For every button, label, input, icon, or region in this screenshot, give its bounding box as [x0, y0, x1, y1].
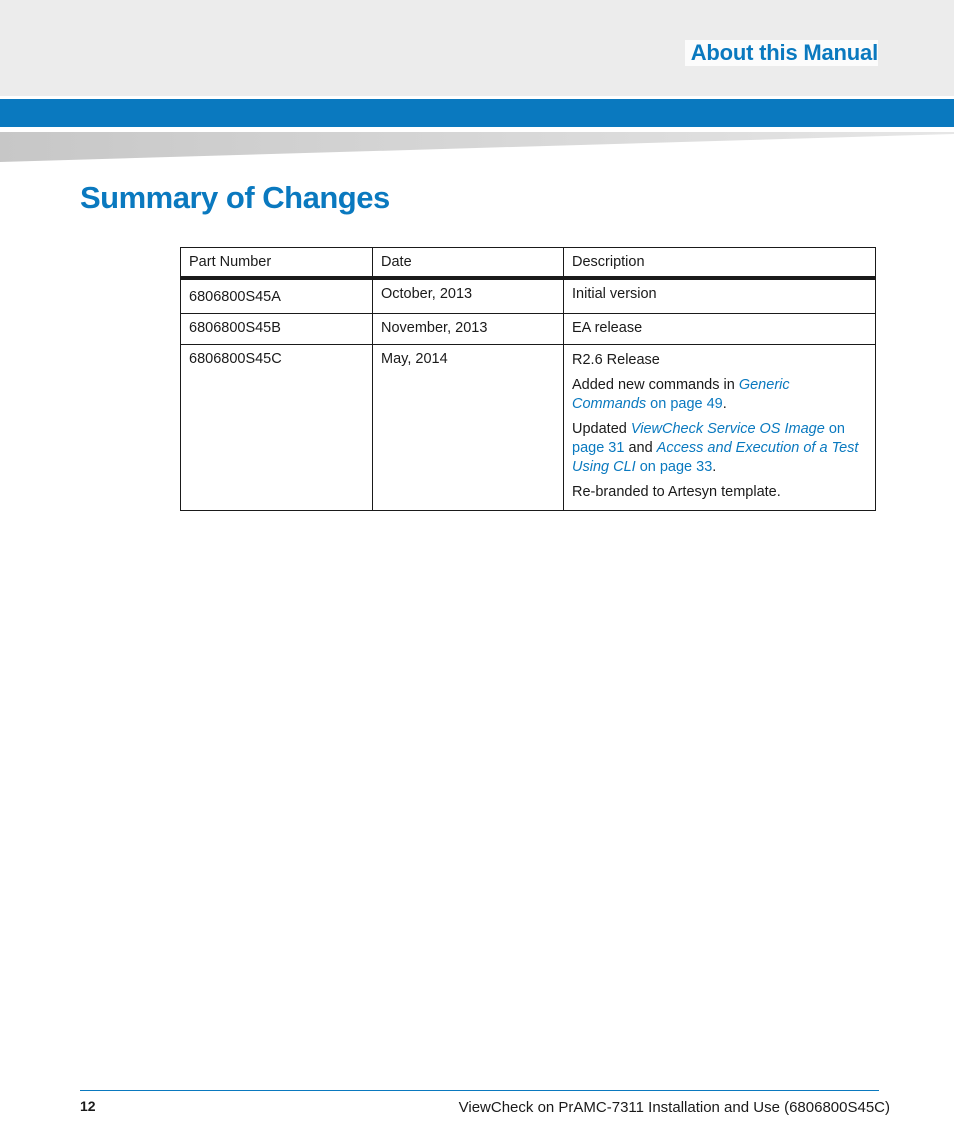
pattern-square: [244, 52, 260, 68]
pattern-square: [940, 76, 954, 92]
pattern-square: [940, 28, 954, 44]
pattern-square: [916, 76, 932, 92]
desc-r26: R2.6 Release: [572, 352, 660, 368]
pattern-square: [724, 4, 740, 20]
pattern-square: [148, 52, 164, 68]
pattern-square: [892, 52, 908, 68]
pattern-square: [316, 52, 332, 68]
generic-commands-link-text: Generic Commands: [572, 377, 790, 412]
pattern-square: [388, 52, 404, 68]
pattern-square: [4, 4, 20, 20]
pattern-square: [436, 4, 452, 20]
cell-part-number: 6806800S45A: [181, 278, 373, 314]
pattern-square: [124, 76, 140, 92]
pattern-square: [580, 28, 596, 44]
pattern-square: [76, 4, 92, 20]
pattern-square: [604, 52, 620, 68]
pattern-square: [388, 76, 404, 92]
header-blue-band: [0, 99, 954, 127]
pattern-square: [172, 52, 188, 68]
pattern-square: [820, 4, 836, 20]
pattern-square: [532, 4, 548, 20]
desc-updated: [572, 420, 867, 477]
changes-table: [180, 247, 876, 511]
pattern-square: [124, 28, 140, 44]
footer-doc-title: ViewCheck on PrAMC-7311 Installation and Use (6806800S45C): [458, 1099, 890, 1116]
pattern-square: [628, 52, 644, 68]
table-row: [181, 278, 876, 314]
pattern-square: [412, 76, 428, 92]
pattern-square: [100, 4, 116, 20]
generic-commands-page-ref: on page 49: [646, 396, 723, 412]
pattern-square: [316, 4, 332, 20]
pattern-square: [52, 28, 68, 44]
pattern-square: [220, 52, 236, 68]
pattern-square: [76, 28, 92, 44]
pattern-square: [604, 76, 620, 92]
pattern-square: [508, 76, 524, 92]
pattern-square: [844, 4, 860, 20]
pattern-square: [244, 4, 260, 20]
pattern-square: [436, 52, 452, 68]
pattern-square: [76, 76, 92, 92]
pattern-square: [196, 28, 212, 44]
pattern-square: [604, 28, 620, 44]
pattern-square: [268, 52, 284, 68]
pattern-square: [460, 76, 476, 92]
cell-part-number: 6806800S45C: [181, 345, 373, 511]
pattern-square: [148, 4, 164, 20]
pattern-square: [556, 28, 572, 44]
section-title: About this Manual: [685, 40, 878, 66]
pattern-square: [340, 4, 356, 20]
pattern-square: [124, 52, 140, 68]
desc-rebranded: Re-branded to Artesyn template.: [572, 484, 781, 500]
pattern-square: [676, 4, 692, 20]
page-heading: Summary of Changes: [80, 180, 390, 215]
pattern-square: [628, 76, 644, 92]
desc-added-prefix: Added new commands in: [572, 377, 739, 393]
table-header-row: [181, 248, 876, 279]
pattern-square: [28, 76, 44, 92]
footer-rule: [80, 1090, 879, 1091]
pattern-square: [460, 28, 476, 44]
pattern-square: [220, 76, 236, 92]
pattern-square: [124, 4, 140, 20]
pattern-square: [892, 28, 908, 44]
cell-date: May, 2014: [373, 345, 564, 511]
pattern-square: [484, 28, 500, 44]
pattern-square: [340, 52, 356, 68]
pattern-square: [292, 4, 308, 20]
cell-part-number: 6806800S45B: [181, 314, 373, 345]
pattern-square: [4, 76, 20, 92]
pattern-square: [868, 76, 884, 92]
pattern-square: [700, 76, 716, 92]
pattern-square: [484, 76, 500, 92]
pattern-square: [220, 28, 236, 44]
pattern-square: [580, 4, 596, 20]
pattern-square: [892, 4, 908, 20]
desc-added-suffix: .: [722, 396, 727, 412]
pattern-square: [532, 28, 548, 44]
cell-date: November, 2013: [373, 314, 564, 345]
pattern-square: [364, 52, 380, 68]
pattern-square: [196, 4, 212, 20]
page-number: 12: [80, 1098, 96, 1114]
pattern-square: [412, 52, 428, 68]
pattern-square: [556, 52, 572, 68]
pattern-square: [148, 76, 164, 92]
pattern-square: [868, 4, 884, 20]
pattern-square: [28, 28, 44, 44]
service-os-image-link-text: ViewCheck Service OS Image: [630, 421, 825, 437]
pattern-square: [100, 28, 116, 44]
desc-updated-prefix: Updated: [572, 421, 631, 437]
pattern-square: [652, 4, 668, 20]
pattern-square: [196, 76, 212, 92]
pattern-square: [532, 76, 548, 92]
pattern-square: [364, 76, 380, 92]
pattern-square: [196, 52, 212, 68]
table-row: [181, 314, 876, 345]
pattern-square: [916, 4, 932, 20]
pattern-square: [940, 52, 954, 68]
pattern-square: [508, 28, 524, 44]
pattern-square: [52, 4, 68, 20]
pattern-square: [604, 4, 620, 20]
pattern-square: [52, 52, 68, 68]
pattern-square: [460, 52, 476, 68]
table-row: [181, 345, 876, 511]
pattern-square: [844, 76, 860, 92]
pattern-square: [916, 52, 932, 68]
pattern-square: [388, 28, 404, 44]
header-grey-swoosh: [0, 128, 954, 164]
pattern-square: [100, 76, 116, 92]
pattern-square: [748, 4, 764, 20]
cell-date: October, 2013: [373, 278, 564, 314]
pattern-square: [100, 52, 116, 68]
pattern-square: [436, 76, 452, 92]
pattern-square: [364, 4, 380, 20]
cell-description: [564, 345, 876, 511]
pattern-square: [292, 28, 308, 44]
pattern-square: [28, 4, 44, 20]
pattern-square: [484, 4, 500, 20]
pattern-square: [268, 4, 284, 20]
pattern-square: [796, 76, 812, 92]
pattern-square: [340, 76, 356, 92]
pattern-square: [292, 52, 308, 68]
pattern-square: [652, 52, 668, 68]
pattern-square: [436, 28, 452, 44]
desc-updated-suffix: .: [712, 459, 717, 475]
pattern-square: [628, 4, 644, 20]
pattern-square: [556, 76, 572, 92]
desc-updated-and: and: [624, 440, 657, 456]
pattern-square: [652, 76, 668, 92]
pattern-square: [484, 52, 500, 68]
pattern-square: [172, 4, 188, 20]
pattern-square: [268, 28, 284, 44]
pattern-square: [76, 52, 92, 68]
pattern-square: [796, 4, 812, 20]
cell-description: Initial version: [564, 278, 876, 314]
pattern-square: [244, 28, 260, 44]
pattern-square: [820, 76, 836, 92]
pattern-square: [580, 76, 596, 92]
pattern-square: [556, 4, 572, 20]
pattern-square: [700, 4, 716, 20]
pattern-square: [316, 28, 332, 44]
pattern-square: [412, 4, 428, 20]
pattern-square: [772, 76, 788, 92]
header-part-number: Part Number: [181, 248, 373, 279]
desc-added: [572, 376, 867, 414]
service-os-image-page-ref: on page 31: [572, 421, 845, 456]
pattern-square: [316, 76, 332, 92]
pattern-square: [940, 4, 954, 20]
pattern-square: [292, 76, 308, 92]
pattern-square: [4, 28, 20, 44]
pattern-square: [148, 28, 164, 44]
pattern-square: [892, 76, 908, 92]
pattern-square: [172, 76, 188, 92]
pattern-square: [4, 52, 20, 68]
pattern-square: [772, 4, 788, 20]
pattern-square: [28, 52, 44, 68]
pattern-square: [508, 4, 524, 20]
pattern-square: [172, 28, 188, 44]
pattern-square: [916, 28, 932, 44]
access-execution-link-text: Access and Execution of a Test Using CLI: [572, 440, 859, 475]
pattern-square: [220, 4, 236, 20]
pattern-square: [268, 76, 284, 92]
pattern-square: [748, 76, 764, 92]
pattern-square: [628, 28, 644, 44]
pattern-square: [580, 52, 596, 68]
pattern-square: [244, 76, 260, 92]
pattern-square: [340, 28, 356, 44]
pattern-square: [364, 28, 380, 44]
pattern-square: [532, 52, 548, 68]
pattern-square: [388, 4, 404, 20]
header-description: Description: [564, 248, 876, 279]
pattern-square: [652, 28, 668, 44]
header-date: Date: [373, 248, 564, 279]
pattern-square: [52, 76, 68, 92]
pattern-square: [508, 52, 524, 68]
pattern-square: [724, 76, 740, 92]
pattern-square: [412, 28, 428, 44]
cell-description: EA release: [564, 314, 876, 345]
access-execution-page-ref: on page 33: [635, 459, 713, 475]
pattern-square: [676, 76, 692, 92]
pattern-square: [460, 4, 476, 20]
